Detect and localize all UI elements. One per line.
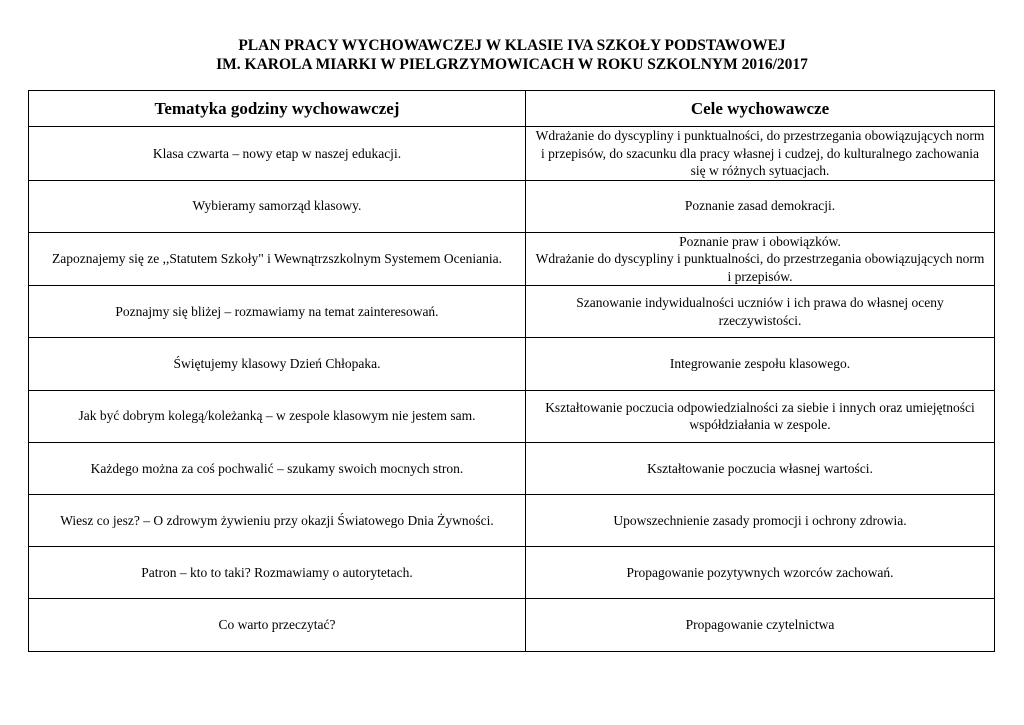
goal-cell: Kształtowanie poczucia własnej wartości.	[526, 442, 995, 494]
goal-cell: Poznanie zasad demokracji.	[526, 180, 995, 232]
topic-cell: Poznajmy się bliżej – rozmawiamy na temat zainteresowań.	[29, 286, 526, 338]
table-row	[29, 390, 995, 442]
goal-cell: Poznanie praw i obowiązków. Wdrażanie do dyscypliny i punktualności, do przestrzegania obowiązujących norm i przepisów.	[526, 232, 995, 286]
table-row	[29, 180, 995, 232]
goal-cell: Propagowanie czytelnictwa	[526, 599, 995, 651]
table-row	[29, 442, 995, 494]
topic-cell: Wiesz co jesz? – O zdrowym żywieniu przy okazji Światowego Dnia Żywności.	[29, 494, 526, 546]
topic-cell: Zapoznajemy się ze ,,Statutem Szkoły" i Wewnątrzszkolnym Systemem Oceniania.	[29, 232, 526, 286]
goal-cell: Propagowanie pozytywnych wzorców zachowań.	[526, 547, 995, 599]
topic-cell: Klasa czwarta – nowy etap w naszej edukacji.	[29, 127, 526, 181]
title-line-2: IM. KAROLA MIARKI W PIELGRZYMOWICACH W ROKU SZKOLNYM 2016/2017	[216, 56, 808, 73]
table-row	[29, 232, 995, 286]
table-row	[29, 494, 995, 546]
topic-cell: Świętujemy klasowy Dzień Chłopaka.	[29, 338, 526, 390]
topic-cell: Co warto przeczytać?	[29, 599, 526, 651]
goal-cell: Szanowanie indywidualności uczniów i ich prawa do własnej oceny rzeczywistości.	[526, 286, 995, 338]
goal-cell: Kształtowanie poczucia odpowiedzialności za siebie i innych oraz umiejętności współdziałania w zespole.	[526, 390, 995, 442]
document-title	[0, 36, 1024, 74]
goal-cell: Upowszechnienie zasady promocji i ochrony zdrowia.	[526, 494, 995, 546]
header-topic: Tematyka godziny wychowawczej	[29, 91, 526, 127]
goal-cell: Integrowanie zespołu klasowego.	[526, 338, 995, 390]
table-row	[29, 286, 995, 338]
goal-cell: Wdrażanie do dyscypliny i punktualności, do przestrzegania obowiązujących norm i przepisów, do szacunku dla pracy własnej i cudzej, do kulturalnego zachowania się w różnych sytuacjach.	[526, 127, 995, 181]
topic-cell: Jak być dobrym kolegą/koleżanką – w zespole klasowym nie jestem sam.	[29, 390, 526, 442]
header-goals: Cele wychowawcze	[526, 91, 995, 127]
table-header-row	[29, 91, 995, 127]
topic-cell: Patron – kto to taki? Rozmawiamy o autorytetach.	[29, 547, 526, 599]
table-row	[29, 547, 995, 599]
table-row	[29, 599, 995, 651]
table-row	[29, 338, 995, 390]
topic-cell: Wybieramy samorząd klasowy.	[29, 180, 526, 232]
table-row	[29, 127, 995, 181]
plan-table	[28, 90, 995, 652]
topic-cell: Każdego można za coś pochwalić – szukamy swoich mocnych stron.	[29, 442, 526, 494]
title-line-1: PLAN PRACY WYCHOWAWCZEJ W KLASIE IVA SZKOŁY PODSTAWOWEJ	[238, 37, 786, 54]
